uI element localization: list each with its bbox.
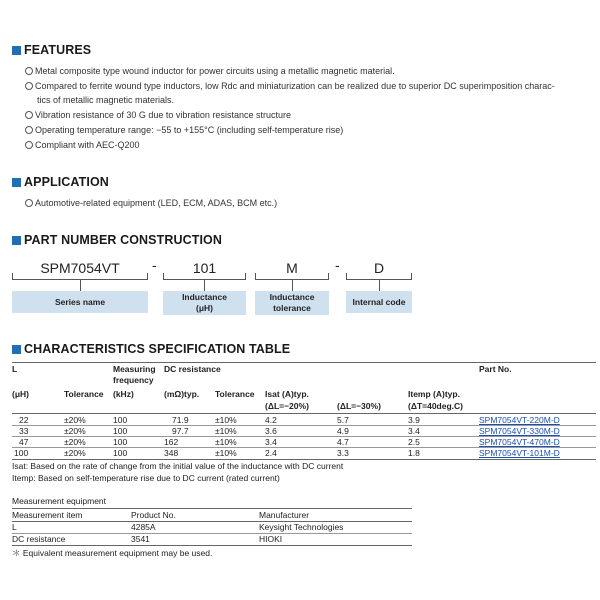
- inductance-segment: 101: [163, 257, 246, 280]
- connector-line: [80, 279, 81, 291]
- col-header-isat: Isat (A)typ.: [265, 389, 309, 399]
- col-header-dl30: (ΔL=−30%): [337, 401, 381, 411]
- section-square-icon: [12, 178, 21, 187]
- feature-item: Vibration resistance of 30 G due to vibration resistance structure: [25, 108, 291, 122]
- part-no-link[interactable]: SPM7054VT-220M-D: [479, 415, 560, 425]
- tolerance-label: Inductance tolerance: [255, 291, 329, 315]
- inductance-label: Inductance (μH): [163, 291, 246, 315]
- separator-dash: -: [335, 257, 340, 273]
- features-title: FEATURES: [24, 43, 92, 57]
- feature-item: Operating temperature range: −55 to +155°C (including self-temperature rise): [25, 123, 343, 137]
- col-header-dl20: (ΔL=−20%): [265, 401, 309, 411]
- feature-item: Compliant with AEC-Q200: [25, 138, 140, 152]
- col-header-uh: (μH): [12, 389, 29, 399]
- col-header-tolerance-dcr: Tolerance: [215, 389, 255, 399]
- table-top-rule: [12, 362, 596, 363]
- application-item: Automotive-related equipment (LED, ECM, ADAS, BCM etc.): [25, 196, 277, 210]
- measurement-top-rule: [12, 508, 412, 509]
- part-no-link[interactable]: SPM7054VT-330M-D: [479, 426, 560, 436]
- section-square-icon: [12, 46, 21, 55]
- measurement-header-manufacturer: Manufacturer: [259, 510, 310, 520]
- separator-dash: -: [152, 257, 157, 273]
- part-number-heading: [12, 233, 222, 247]
- section-square-icon: [12, 236, 21, 245]
- connector-line: [204, 279, 205, 291]
- measurement-footnote: ＊ Equivalent measurement equipment may be used.: [12, 548, 213, 558]
- feature-item: Compared to ferrite wound type inductors, low Rdc and miniaturization can be realized due to superior DC superimposition charac-: [25, 79, 555, 93]
- internal-code-label: Internal code: [346, 291, 412, 313]
- circle-bullet-icon: [25, 199, 33, 207]
- part-no-link[interactable]: SPM7054VT-101M-D: [479, 448, 560, 458]
- isat-note: Isat: Based on the rate of change from the initial value of the inductance with DC current: [12, 461, 344, 471]
- circle-bullet-icon: [25, 141, 33, 149]
- col-header-itemp: Itemp (A)typ.: [408, 389, 460, 399]
- part-no-link[interactable]: SPM7054VT-470M-D: [479, 437, 560, 447]
- measurement-header-rule: [12, 521, 412, 522]
- application-title: APPLICATION: [24, 175, 109, 189]
- col-header-tolerance: Tolerance: [64, 389, 104, 399]
- spec-table-heading: [12, 342, 290, 356]
- measurement-header-item: Measurement item: [12, 510, 83, 520]
- measurement-bottom-rule: [12, 545, 412, 546]
- section-square-icon: [12, 345, 21, 354]
- application-heading: [12, 175, 109, 189]
- col-header-dc-resistance: DC resistance: [164, 364, 221, 374]
- circle-bullet-icon: [25, 126, 33, 134]
- col-header-mohm: (mΩ)typ.: [164, 389, 200, 399]
- col-header-khz: (kHz): [113, 389, 134, 399]
- circle-bullet-icon: [25, 67, 33, 75]
- col-header-part-no: Part No.: [479, 364, 512, 374]
- col-header-frequency: frequency: [113, 375, 154, 385]
- internal-code-segment: D: [346, 257, 412, 280]
- col-header-l: L: [12, 364, 18, 374]
- measurement-title: Measurement equipment: [12, 496, 107, 506]
- measurement-header-product: Product No.: [131, 510, 176, 520]
- tolerance-segment: M: [255, 257, 329, 280]
- row-rule: [12, 533, 412, 534]
- connector-line: [292, 279, 293, 291]
- circle-bullet-icon: [25, 111, 33, 119]
- connector-line: [379, 279, 380, 291]
- spec-table-title: CHARACTERISTICS SPECIFICATION TABLE: [24, 342, 291, 356]
- itemp-note: Itemp: Based on self-temperature rise due to DC current (rated current): [12, 473, 280, 483]
- circle-bullet-icon: [25, 82, 33, 90]
- col-header-dt40: (ΔT=40deg.C): [408, 401, 463, 411]
- table-header-rule: [12, 413, 596, 414]
- series-segment: SPM7054VT: [12, 257, 148, 280]
- table-bottom-rule: [12, 459, 596, 460]
- feature-item-continuation: tics of metallic magnetic materials.: [37, 95, 175, 105]
- feature-item: Metal composite type wound inductor for power circuits using a metallic magnetic material.: [25, 64, 395, 78]
- features-heading: [12, 43, 91, 57]
- series-name-label: Series name: [12, 291, 148, 313]
- part-number-title: PART NUMBER CONSTRUCTION: [24, 233, 222, 247]
- col-header-measuring: Measuring: [113, 364, 156, 374]
